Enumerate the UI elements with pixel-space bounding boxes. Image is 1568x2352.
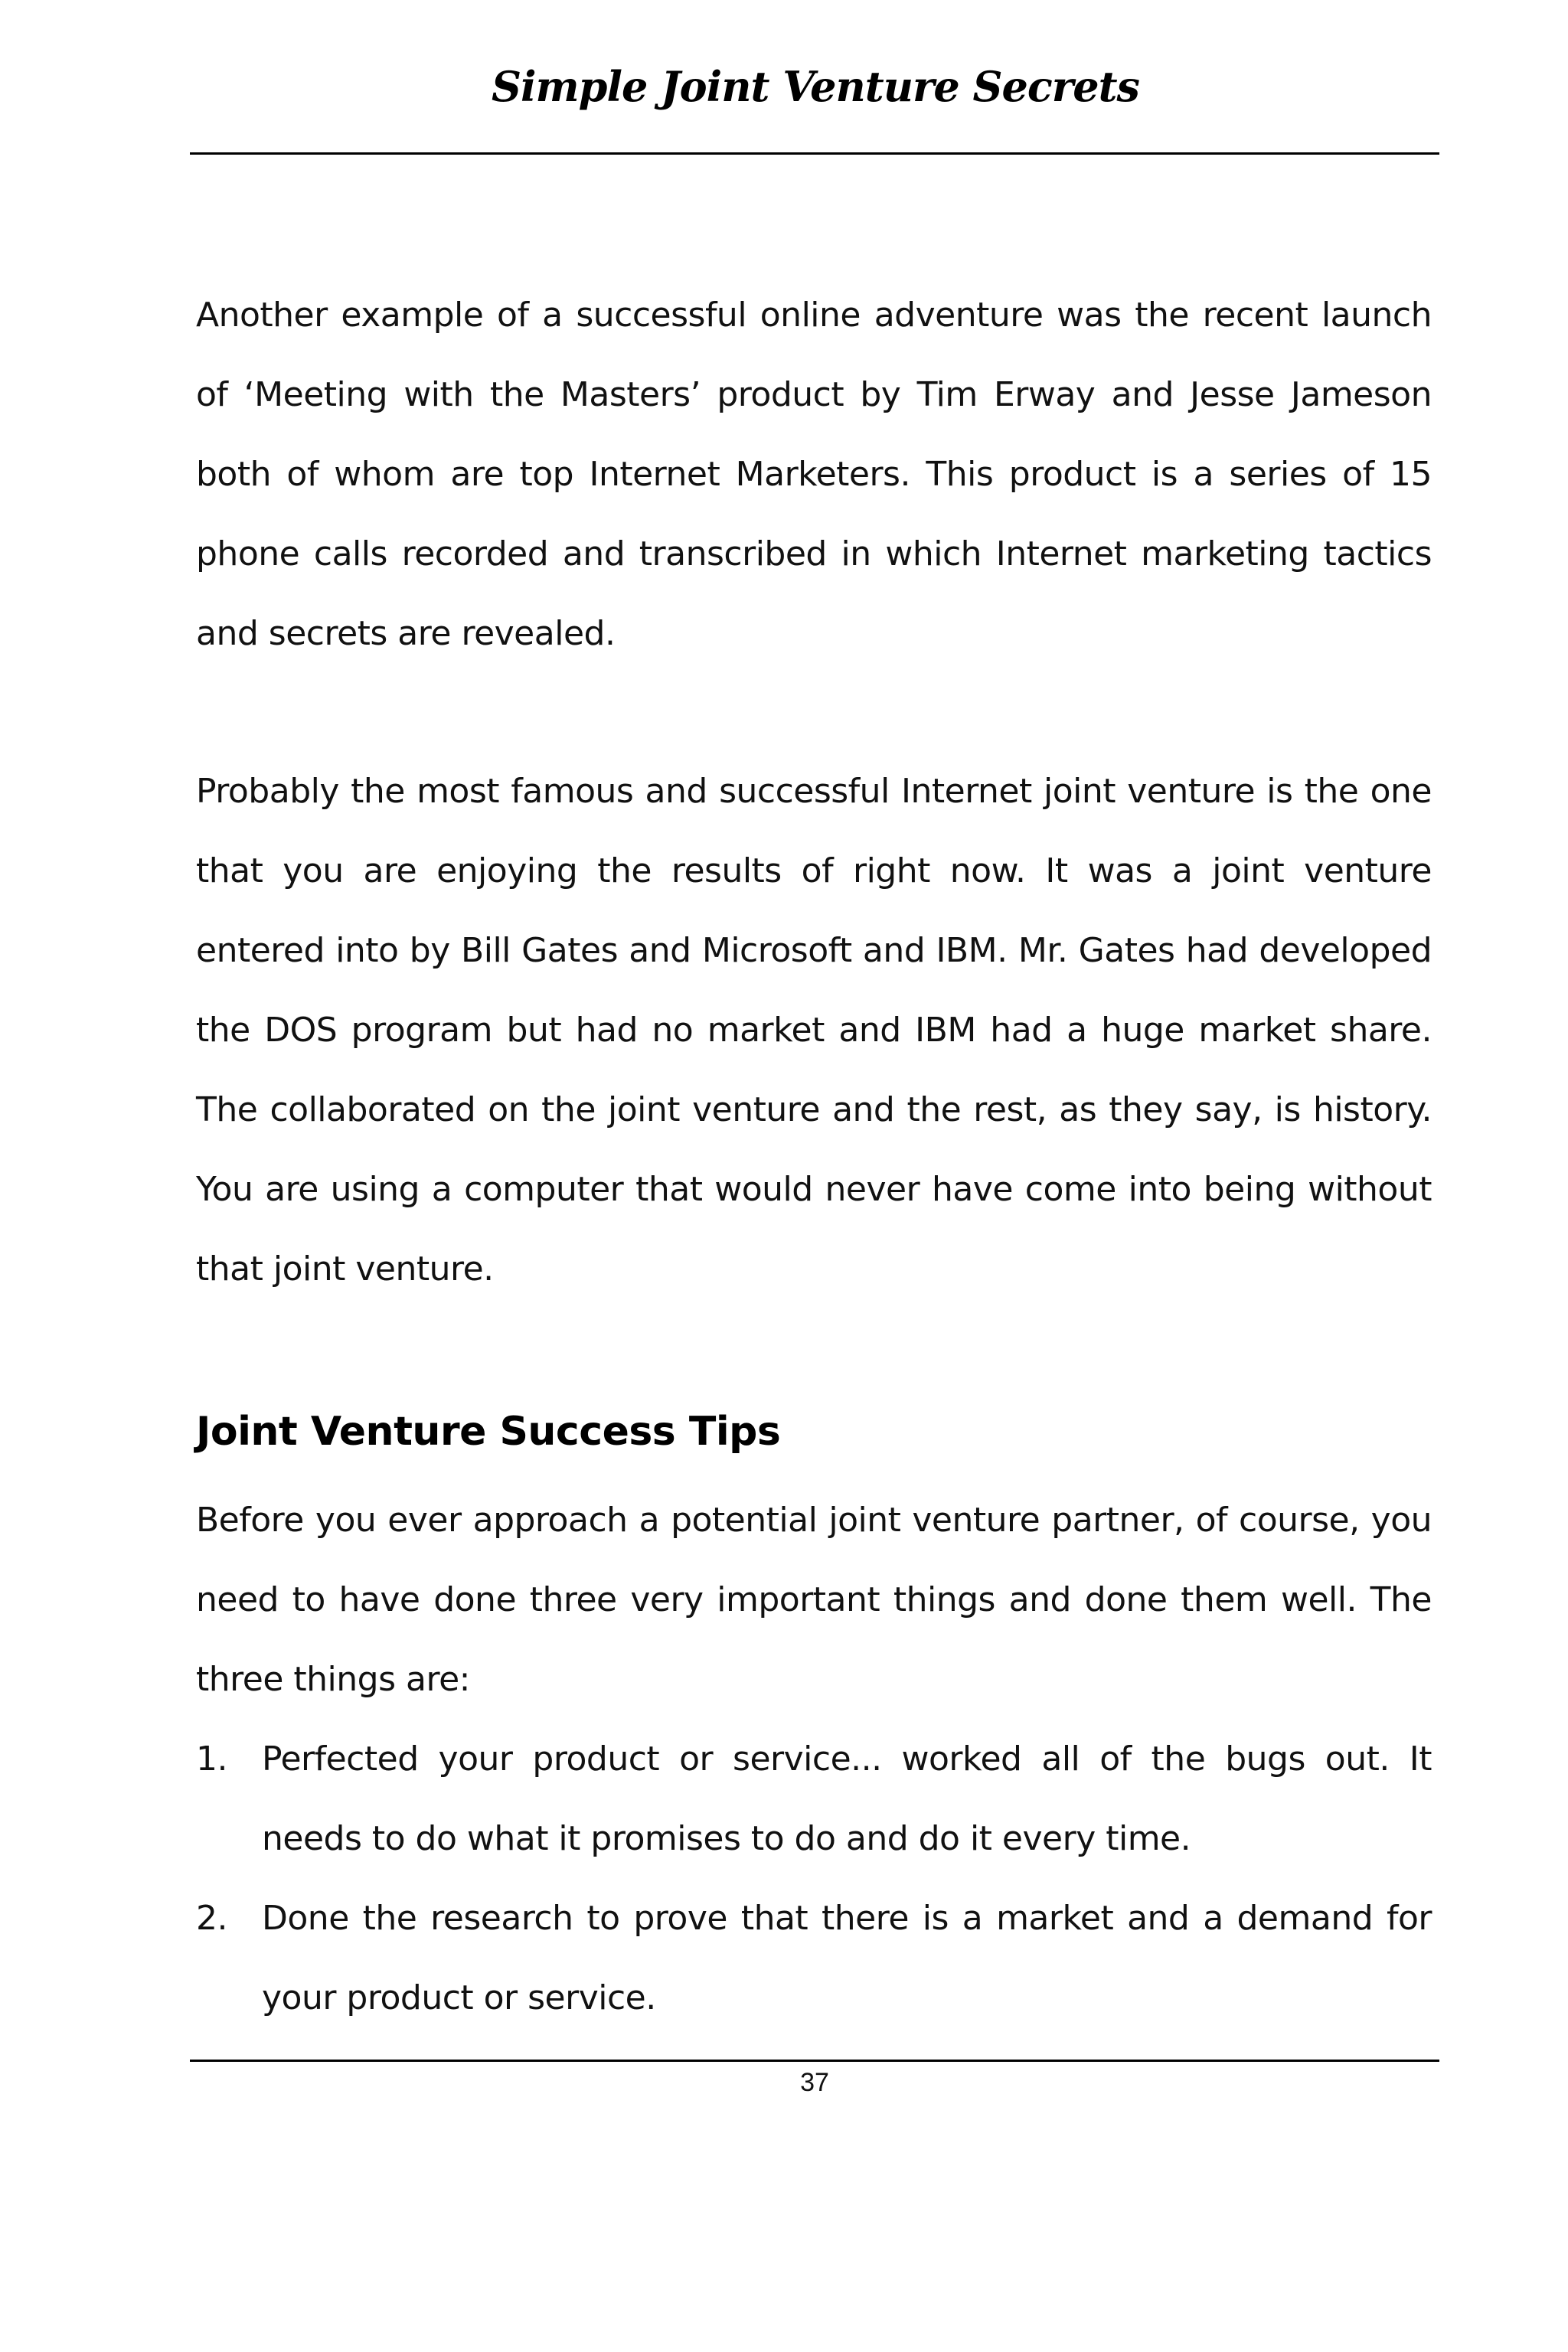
page-number: 37: [800, 2068, 829, 2097]
list-item-2: [196, 1879, 1432, 2038]
running-header-title: Simple Joint Venture Secrets: [492, 62, 1139, 111]
body-paragraph-1: Another example of a successful online adventure was the recent launch of ‘Meeting with the Masters’ product by Tim Erway and Jesse Jameson both of whom are top Internet Marketers. This product is a series of 15 phone calls recorded and transcribed in which Internet marketing tactics and secrets are revealed.: [196, 296, 1432, 653]
body-paragraph-3: Before you ever approach a potential joint venture partner, of course, you need to have done three very important things and done them well. The three things are:: [196, 1501, 1432, 1699]
list-item-1: [196, 1720, 1432, 1879]
header-divider: [190, 152, 1439, 155]
body-paragraph-2: Probably the most famous and successful Internet joint venture is the one that you are enjoying the results of right now. It was a joint venture entered into by Bill Gates and Microsoft and IBM. Mr. Gates had developed the DOS program but had no market and IBM had a huge market share. The collaborated on the joint venture and the rest, as they say, is history. You are using a computer that would never have come into being without that joint venture.: [196, 772, 1432, 1289]
list-item-text: Done the research to prove that there is a market and a demand for your product or service.: [262, 1899, 1432, 2017]
section-heading: Joint Venture Success Tips: [196, 1409, 781, 1455]
list-item-text: Perfected your product or service... worked all of the bugs out. It needs to do what it promises to do and do it every time.: [262, 1740, 1432, 1858]
list-marker: 2.: [196, 1899, 227, 1938]
numbered-list: [196, 1720, 1432, 2038]
footer-divider: [190, 2060, 1439, 2062]
list-marker: 1.: [196, 1740, 227, 1779]
